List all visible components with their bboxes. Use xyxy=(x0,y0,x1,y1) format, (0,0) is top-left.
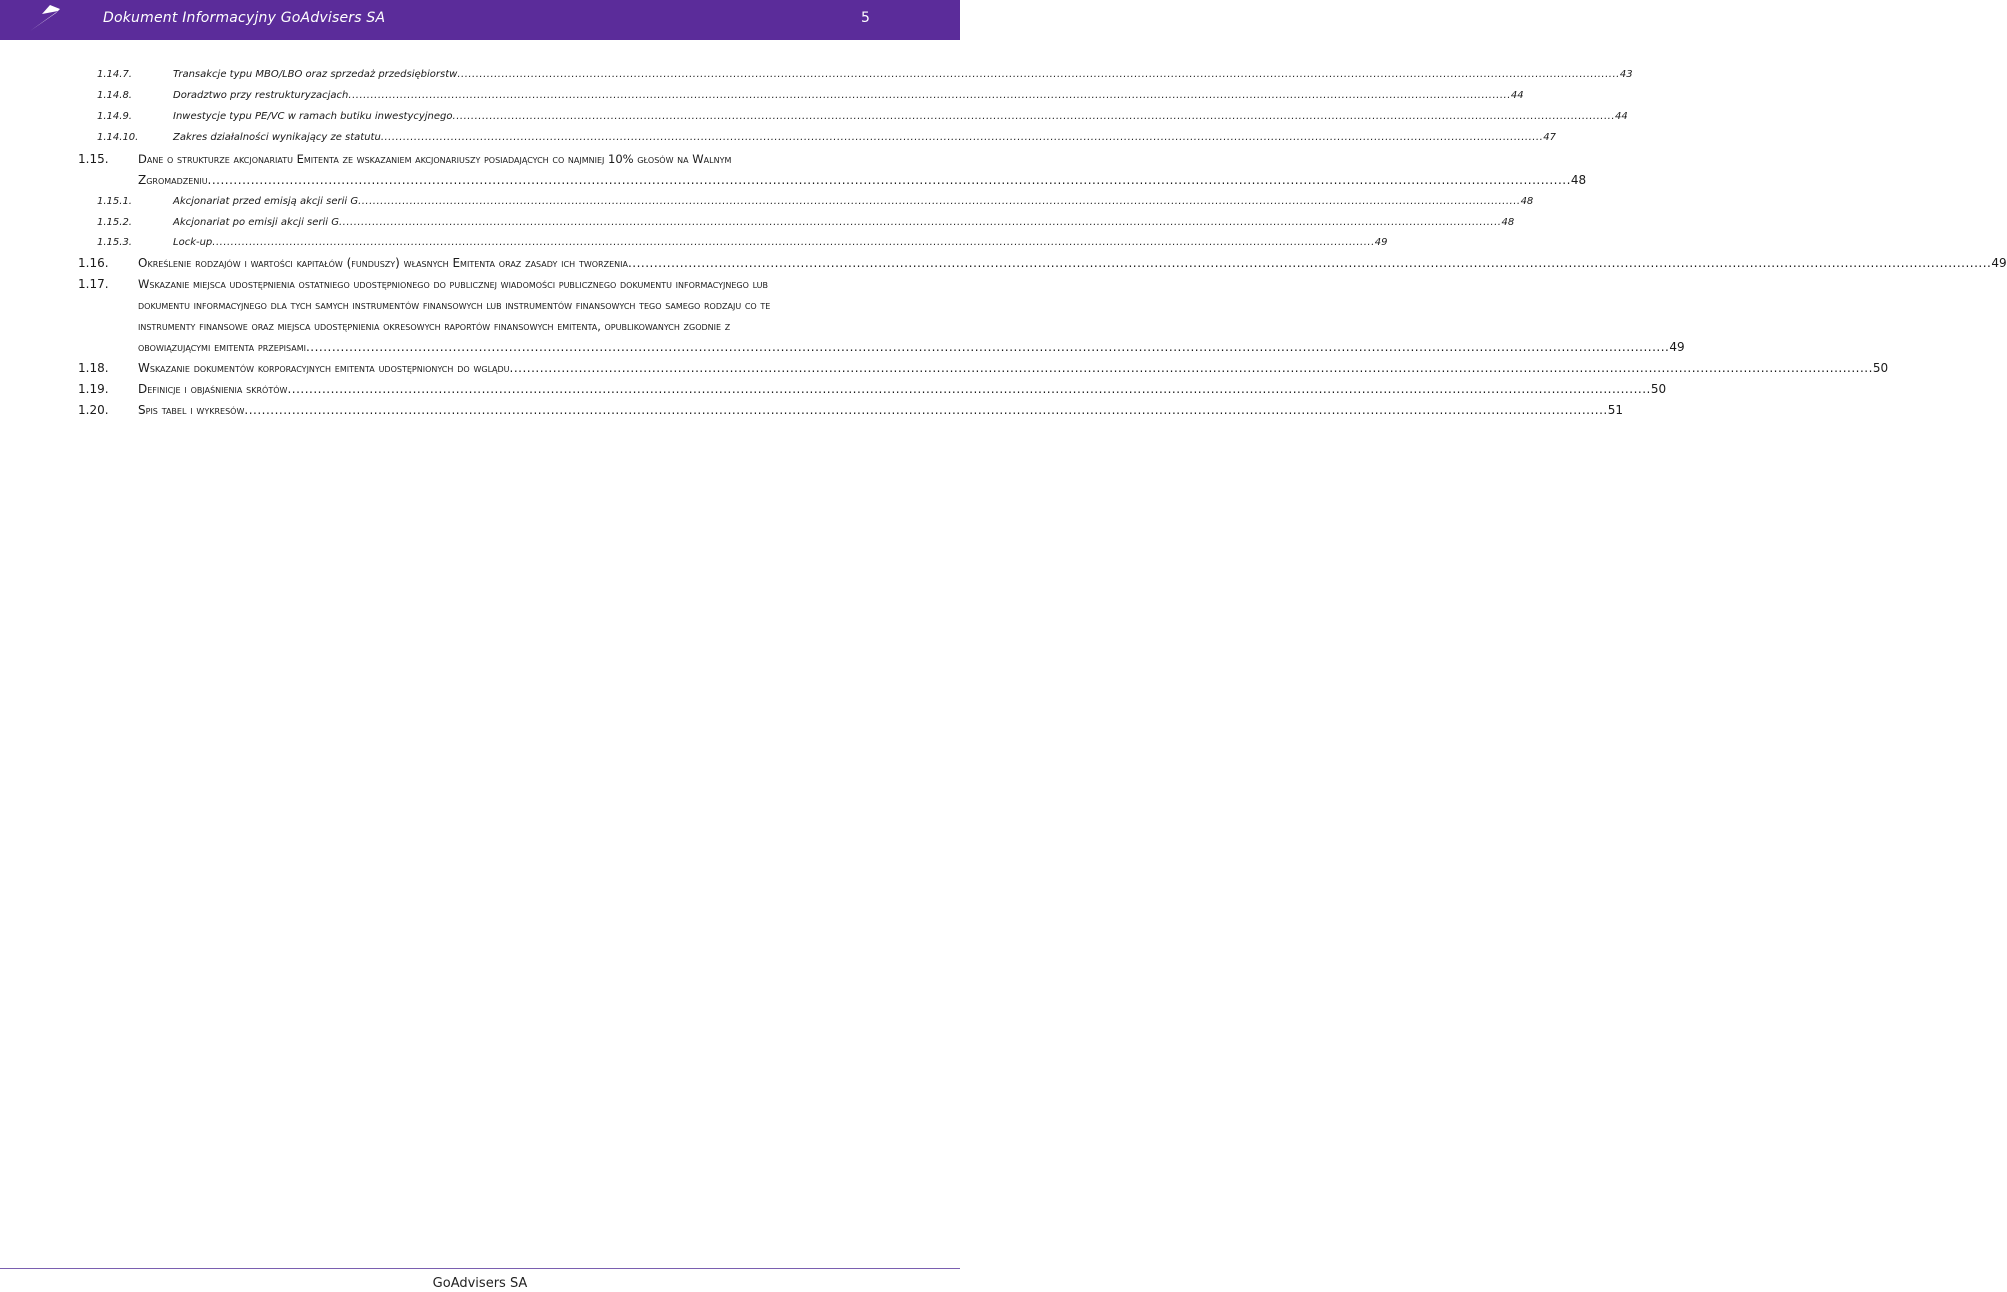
toc-entry-title: Wskazanie dokumentów korporacyjnych emitenta udostępnionych do wglądu xyxy=(138,361,510,375)
toc-entry-title: Zakres działalności wynikający ze statutu xyxy=(173,132,381,143)
toc-entry-title-line: dokumentu informacyjnego dla tych samych instrumentów finansowych lub instrumentów finansowych tego samego rodzaju co te xyxy=(138,298,771,312)
toc-entry-title: Transakcje typu MBO/LBO oraz sprzedaż przedsiębiorstw xyxy=(173,69,458,80)
toc-leader-dots: ............................................................................................................................................................................................................................................................................................................................ xyxy=(338,217,1502,228)
toc-entry-title: Doradztwo przy restrukturyzacjach xyxy=(173,90,349,101)
toc-entry-title-line: Dane o strukturze akcjonariatu Emitenta ze wskazaniem akcjonariuszy posiadających co najmniej 10% głosów na Walnym xyxy=(138,152,732,166)
toc-entry-number: 1.14.7. xyxy=(97,69,132,80)
toc-entry-title: Inwestycje typu PE/VC w ramach butiku inwestycyjnego xyxy=(173,111,453,122)
page-header xyxy=(0,0,960,40)
toc-leader-dots: ............................................................................................................................................................................................................................................................................................................................ xyxy=(207,173,1571,187)
toc-entry-page: 50 xyxy=(1872,361,1889,375)
toc-leader-dots: ............................................................................................................................................................................................................................................................................................................................ xyxy=(212,237,1375,248)
header-title: Dokument Informacyjny GoAdvisers SA xyxy=(103,10,386,26)
toc-entry-number: 1.14.9. xyxy=(97,111,132,122)
footer-company-name: GoAdvisers SA xyxy=(432,1276,528,1291)
toc-entry-page: 48 xyxy=(1501,217,1515,228)
toc-entry-title: Spis tabel i wykresów xyxy=(138,403,245,417)
toc-leader-dots: ............................................................................................................................................................................................................................................................................................................................ xyxy=(380,132,1544,143)
toc-entry-number: 1.16. xyxy=(78,256,109,270)
toc-entry-title-line: Wskazanie miejsca udostępnienia ostatniego udostępnionego do publicznej wiadomości publicznego dokumentu informacyjnego lub xyxy=(138,277,768,291)
toc-entry-page: 43 xyxy=(1619,69,1633,80)
toc-entry-page: 48 xyxy=(1520,196,1534,207)
footer-divider xyxy=(0,1268,960,1269)
toc-entry-number: 1.18. xyxy=(78,361,109,375)
toc-entry-page: 51 xyxy=(1607,403,1624,417)
toc-entry-page: 50 xyxy=(1650,382,1667,396)
toc-leader-dots: ............................................................................................................................................................................................................................................................................................................................ xyxy=(348,90,1511,101)
toc-entry-number: 1.14.10. xyxy=(97,132,139,143)
toc-entry-title: Lock-up xyxy=(173,237,213,248)
toc-leader-dots: ............................................................................................................................................................................................................................................................................................................................ xyxy=(358,196,1521,207)
toc-leader-dots: ............................................................................................................................................................................................................................................................................................................................ xyxy=(287,382,1651,396)
toc-entry-number: 1.15.3. xyxy=(97,237,132,248)
toc-leader-dots: ............................................................................................................................................................................................................................................................................................................................ xyxy=(627,256,1992,270)
toc-leader-dots: ............................................................................................................................................................................................................................................................................................................................ xyxy=(244,403,1608,417)
toc-leader-dots: ............................................................................................................................................................................................................................................................................................................................ xyxy=(509,361,1873,375)
toc-entry-page: 44 xyxy=(1615,111,1628,122)
toc-entry-title: Akcjonariat po emisji akcji serii G xyxy=(173,217,339,228)
toc-entry-number: 1.17. xyxy=(78,277,109,291)
toc-entry-page: 49 xyxy=(1374,237,1388,248)
toc-entry-title-line: instrumenty finansowe oraz miejsca udostępnienia okresowych raportów finansowych emitenta, opublikowanych zgodnie z xyxy=(138,319,731,333)
toc-entry-number: 1.15.2. xyxy=(97,217,132,228)
toc-entry-title: Akcjonariat przed emisją akcji serii G xyxy=(173,196,359,207)
toc-entry-page: 44 xyxy=(1510,90,1524,101)
page-number: 5 xyxy=(861,10,870,26)
toc-leader-dots: ............................................................................................................................................................................................................................................................................................................................ xyxy=(452,111,1616,122)
toc-leader-dots: ............................................................................................................................................................................................................................................................................................................................ xyxy=(457,69,1620,80)
toc-entry-page: 47 xyxy=(1543,132,1557,143)
toc-entry-title: Definicje i objaśnienia skrótów xyxy=(138,382,288,396)
toc-leader-dots: ............................................................................................................................................................................................................................................................................................................................ xyxy=(305,340,1670,354)
toc-entry-page: 48 xyxy=(1570,173,1587,187)
toc-entry-title: obowiązującymi emitenta przepisami xyxy=(138,340,306,354)
toc-entry-title: Zgromadzeniu xyxy=(138,173,208,187)
toc-entry-title: Określenie rodzajów i wartości kapitałów (funduszy) własnych Emitenta oraz zasady ich tworzenia xyxy=(138,256,628,270)
toc-entry-page: 49 xyxy=(1669,340,1685,354)
toc-entry-number: 1.14.8. xyxy=(97,90,132,101)
toc-entry-number: 1.19. xyxy=(78,382,109,396)
toc-entry-number: 1.15.1. xyxy=(97,196,132,207)
toc-entry-number: 1.15. xyxy=(78,152,109,166)
logo-icon xyxy=(28,3,62,33)
toc-entry-number: 1.20. xyxy=(78,403,109,417)
toc-entry-page: 49 xyxy=(1991,256,2007,270)
